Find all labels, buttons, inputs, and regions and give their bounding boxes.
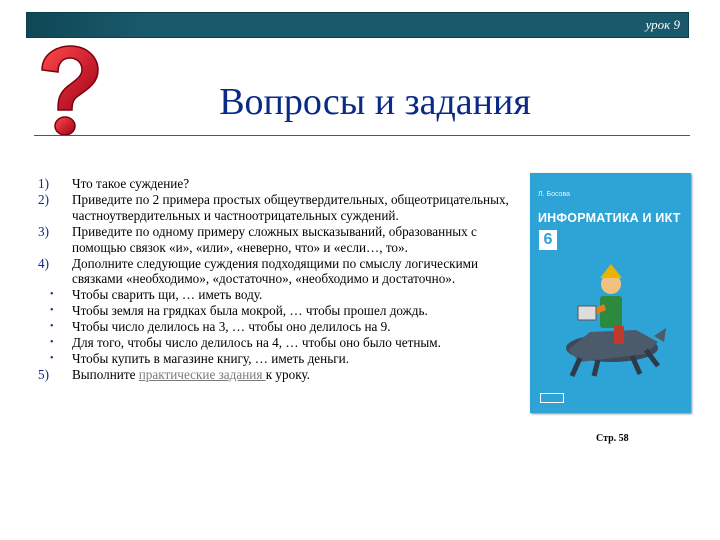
textbook-cover — [530, 173, 691, 413]
list-item-text: Что такое суждение? — [72, 176, 190, 191]
list-item-text: Для того, чтобы число делилось на 4, … чтобы оно было четным. — [72, 335, 441, 351]
header-bar — [26, 12, 689, 38]
bullet-marker: • — [50, 352, 54, 364]
list-marker: 3) — [38, 223, 49, 239]
list-item — [38, 176, 518, 192]
list-item-text: Чтобы купить в магазине книгу, … иметь деньги. — [72, 350, 350, 366]
list-item — [38, 256, 518, 288]
list-marker: 5) — [38, 366, 49, 382]
bullet-marker: • — [50, 305, 54, 317]
list-item-text-before: Выполните — [72, 366, 139, 382]
book-grade-badge: 6 — [539, 230, 557, 250]
list-item — [38, 303, 518, 319]
list-item-text: Чтобы земля на грядках была мокрой, … чтобы прошел дождь. — [72, 303, 428, 319]
list-item-text-after: к уроку. — [265, 366, 310, 382]
list-item — [38, 319, 518, 335]
bullet-marker: • — [50, 289, 54, 301]
book-title: ИНФОРМАТИКА И ИКТ — [538, 211, 681, 225]
header-accent — [27, 13, 147, 37]
practical-tasks-link[interactable]: практические задания — [138, 366, 266, 382]
book-author: Л. Босова — [538, 191, 570, 198]
list-marker: 4) — [38, 255, 49, 271]
list-item-text: Чтобы сварить щи, … иметь воду. — [72, 287, 263, 303]
list-item — [38, 287, 518, 303]
book-illustration — [550, 258, 670, 378]
list-item — [38, 335, 518, 351]
list-item-text: Приведите по 2 примера простых общеутвердительных, общеотрицательных, частноутвердительных и частноотрицательных суждений. — [72, 191, 509, 223]
list-item — [38, 367, 518, 383]
page-reference: Стр. 58 — [596, 433, 629, 444]
bullet-marker: • — [50, 321, 54, 333]
list-item-text — [72, 367, 310, 383]
list-item — [38, 192, 518, 224]
list-item-text: Приведите по одному примеру сложных высказываний, образованных с помощью связок «и», «или», «неверно, что» и «если…, то». — [72, 223, 477, 255]
lesson-label: урок 9 — [645, 17, 680, 32]
title-divider — [34, 135, 690, 136]
list-item-text: Чтобы число делилось на 3, … чтобы оно делилось на 9. — [72, 319, 391, 335]
list-item-text: Дополните следующие суждения подходящими по смыслу логическими связками «необходимо», «достаточно», «необходимо и достаточно». — [72, 255, 479, 287]
list-marker: 2) — [38, 191, 49, 207]
list-item — [38, 351, 518, 367]
list-marker: 1) — [38, 176, 49, 191]
publisher-logo — [540, 393, 564, 403]
list-item — [38, 224, 518, 256]
page-title: Вопросы и задания — [219, 81, 531, 123]
questions-list — [38, 176, 518, 383]
bullet-marker: • — [50, 337, 54, 349]
